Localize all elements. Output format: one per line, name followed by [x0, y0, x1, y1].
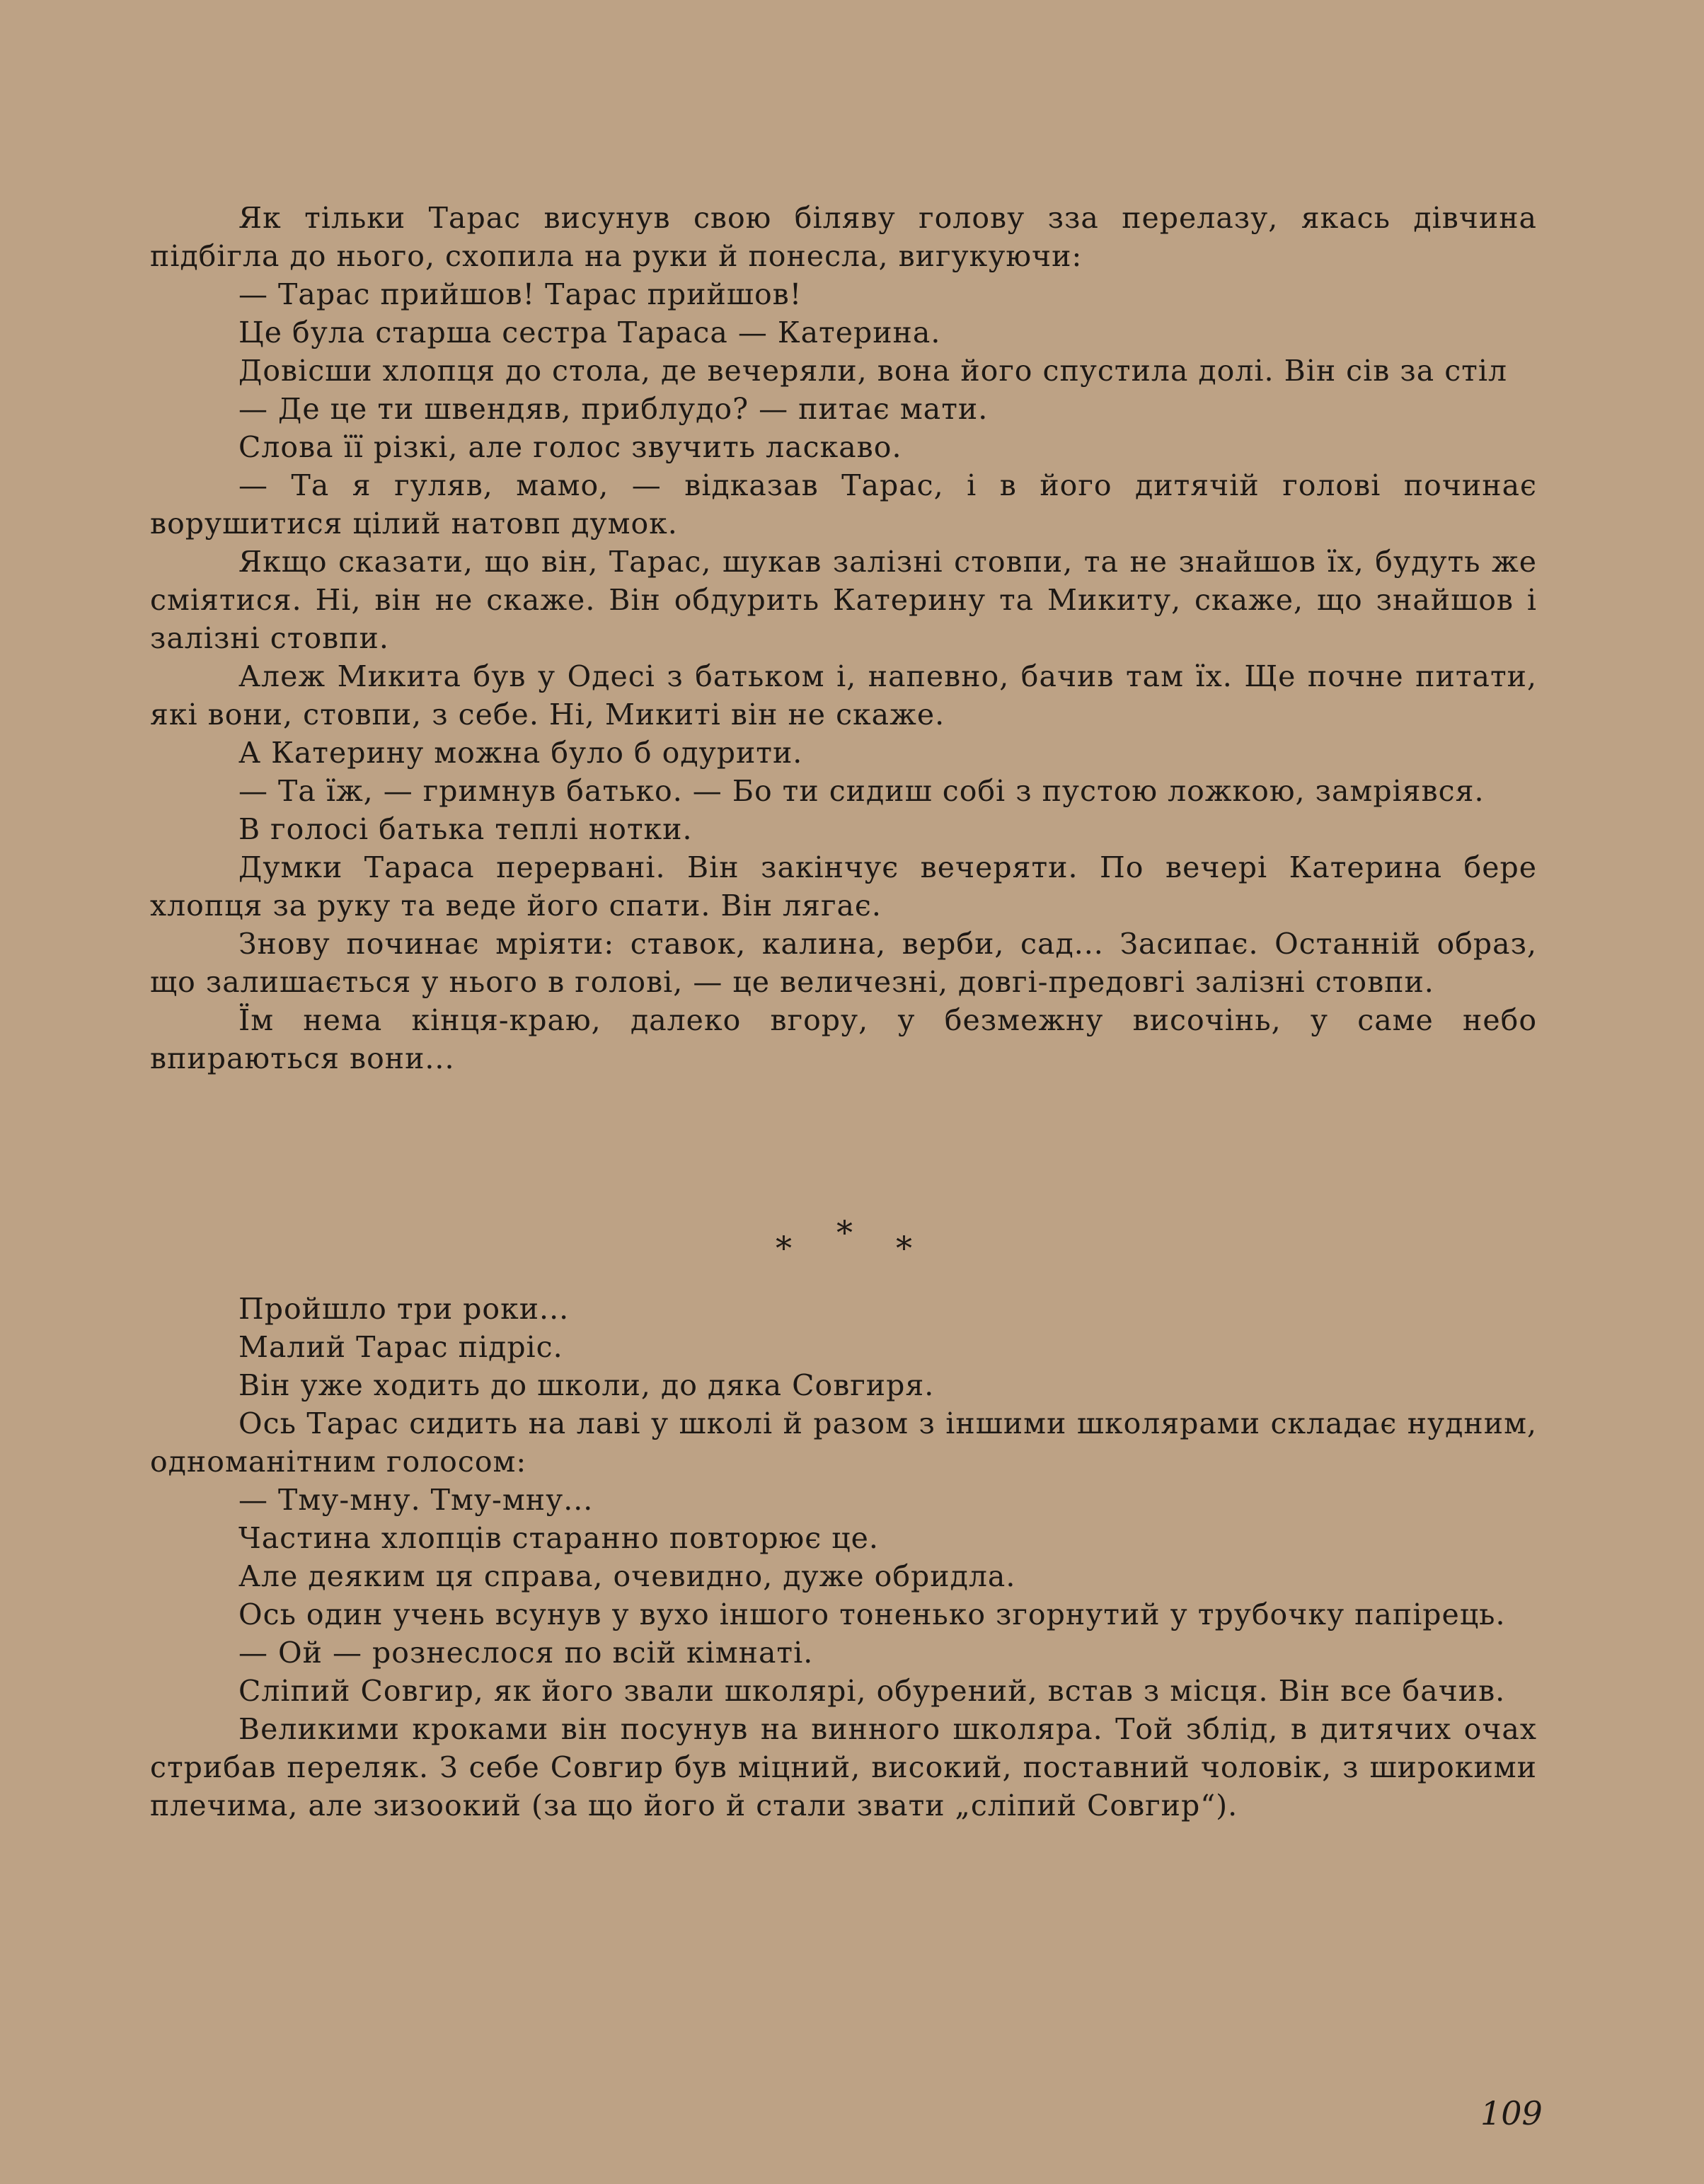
paragraph: — Та я гуляв, мамо, — відказав Тарас, і в його дитячій голові починає ворушитися цілий натовп думок.	[150, 468, 1537, 541]
text-section-1	[150, 199, 1537, 1077]
paragraph: Їм нема кінця-краю, далеко вгору, у безмежну височінь, у саме небо впираються вони...	[150, 1003, 1537, 1075]
paragraph: Він уже ходить до школи, до дяка Совгиря.	[238, 1368, 935, 1402]
paragraph: А Катерину можна було б одурити.	[238, 736, 803, 770]
paragraph: Це була старша сестра Тараса — Катерина.	[238, 316, 941, 349]
paragraph: Але деяким ця справа, очевидно, дуже обридла.	[238, 1559, 1016, 1593]
paragraph: — Ой — рознеслося по всій кімнаті.	[238, 1636, 814, 1670]
separator-star: *	[836, 1213, 853, 1252]
paragraph: Слова її різкі, але голос звучить ласкаво.	[238, 430, 902, 464]
paragraph: Пройшло три роки...	[238, 1292, 570, 1326]
paragraph: Ось Тарас сидить на лаві у школі й разом з іншими школярами складає нудним, одноманітним голосом:	[150, 1406, 1537, 1479]
paragraph: Як тільки Тарас висунув свою біляву голову зза перелазу, якась дівчина підбігла до нього, схопила на руки й понесла, вигукуючи:	[150, 201, 1537, 273]
paragraph: В голосі батька теплі нотки.	[238, 812, 693, 846]
paragraph: Частина хлопців старанно повторює це.	[238, 1521, 879, 1555]
paragraph: Знову починає мріяти: ставок, калина, верби, сад... Засипає. Останній образ, що залишається у нього в голові, — це величезні, довгі-предовгі залізні стовпи.	[150, 927, 1537, 999]
paragraph: Якщо сказати, що він, Тарас, шукав залізні стовпи, та не знайшов їх, будуть же сміятися. Ні, він не скаже. Він обдурить Катерину та Микиту, скаже, що знайшов і залізні стовпи.	[150, 545, 1537, 655]
paragraph: Сліпий Совгир, як його звали школярі, обурений, встав з місця. Він все бачив.	[238, 1674, 1506, 1708]
paragraph: Алеж Микита був у Одесі з батьком і, напевно, бачив там їх. Ще почне питати, які вони, стовпи, з себе. Ні, Микиті він не скаже.	[150, 659, 1537, 732]
section-separator	[0, 1213, 1704, 1270]
text-section-2	[150, 1290, 1537, 1825]
paragraph: — Тму-мну. Тму-мну...	[238, 1483, 594, 1517]
separator-star: *	[896, 1229, 912, 1267]
paragraph: Довісши хлопця до стола, де вечеряли, вона його спустила долі. Він сів за стіл	[238, 354, 1508, 388]
separator-star: *	[776, 1229, 792, 1267]
paragraph: Великими кроками він посунув на винного школяра. Той зблід, в дитячих очах стрибав переляк. З себе Совгир був міцний, високий, поставний чоловік, з широкими плечима, але зизоокий (за що його й стали звати „сліпий Совгир“).	[150, 1712, 1537, 1822]
paragraph: Ось один учень всунув у вухо іншого тоненько згорнутий у трубочку папірець.	[238, 1597, 1506, 1631]
paragraph: Думки Тараса перервані. Він закінчує вечеряти. По вечері Катерина бере хлопця за руку та веде його спати. Він лягає.	[150, 850, 1537, 923]
page-number: 109	[1480, 2094, 1543, 2132]
paragraph: — Тарас прийшов! Тарас прийшов!	[238, 277, 802, 311]
paragraph: Малий Тарас підріс.	[238, 1330, 563, 1364]
paragraph: — Де це ти швендяв, приблудо? — питає мати.	[238, 392, 989, 426]
paragraph: — Та їж, — гримнув батько. — Бо ти сидиш собі з пустою ложкою, замріявся.	[238, 774, 1485, 808]
